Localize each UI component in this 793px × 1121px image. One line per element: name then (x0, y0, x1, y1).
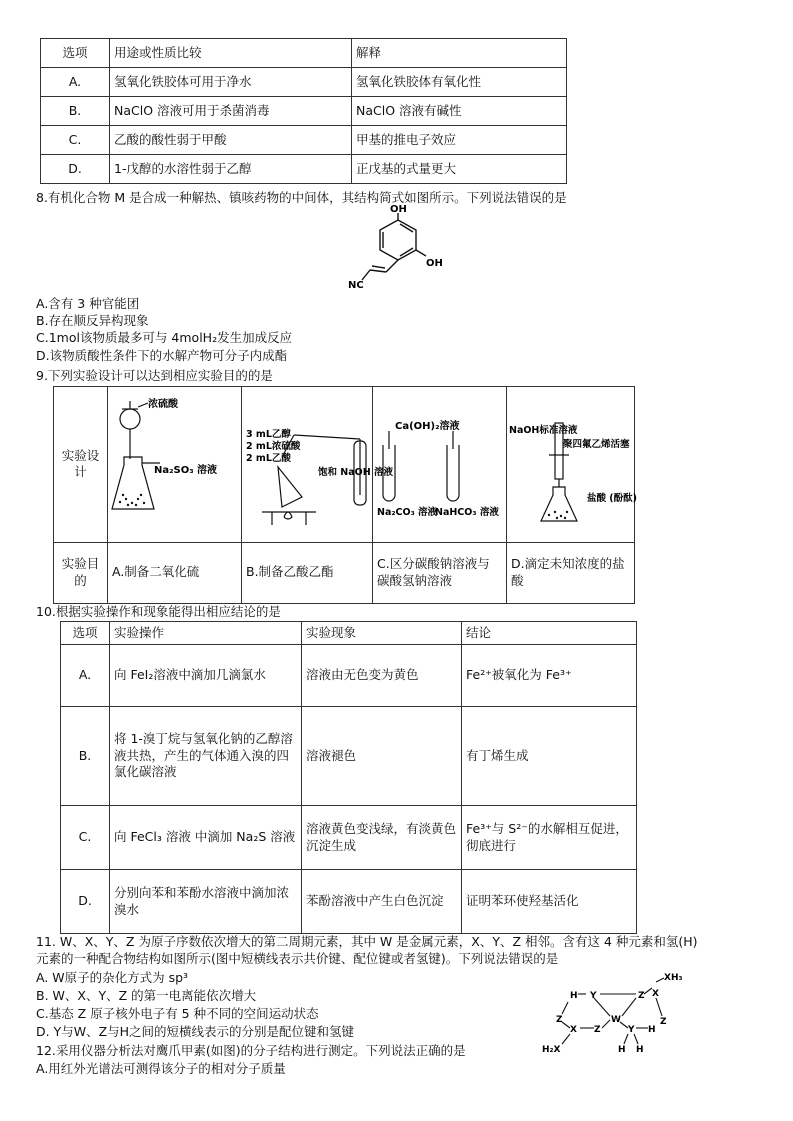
q10-cell: C. (61, 806, 110, 870)
q10-header: 实验现象 (302, 622, 462, 645)
q11-stem-line1: 11. W、X、Y、Z 为原子序数依次增大的第二周期元素，其中 W 是金属元素，X、Y、Z 相邻。含有这 4 种元素和氢(H) (36, 934, 698, 949)
q9-c-right-label: NaHCO₃ 溶液 (435, 507, 499, 518)
q12-stem: 12.采用仪器分析法对鹰爪甲素(如图)的分子结构进行测定。下列说法正确的是 (36, 1043, 466, 1058)
q7-cell: D. (41, 155, 110, 184)
q11-option-d: D. Y与W、Z与H之间的短横线表示的分别是配位键和氢键 (36, 1024, 355, 1039)
q8-option-d: D.该物质酸性条件下的水解产物可分子内成酯 (36, 348, 288, 363)
q9-c-top-label: Ca(OH)₂溶液 (395, 421, 460, 432)
q10-stem: 10.根据实验操作和现象能得出相应结论的是 (36, 604, 281, 619)
q10-cell: Fe³⁺与 S²⁻的水解相互促进，彻底进行 (462, 806, 637, 870)
q7-cell: 乙酸的酸性弱于甲酸 (110, 126, 352, 155)
q11-atom-y2: Y (628, 1025, 635, 1035)
q10-cell: B. (61, 707, 110, 806)
q11-option-a: A. W原子的杂化方式为 sp³ (36, 970, 189, 985)
q11-atom-h2: H (648, 1025, 656, 1035)
q7-cell: C. (41, 126, 110, 155)
q10-cell: D. (61, 870, 110, 934)
q10-table (60, 621, 637, 934)
q9-stem: 9.下列实验设计可以达到相应实验目的的是 (36, 368, 273, 383)
q10-cell: 证明苯环使羟基活化 (462, 870, 637, 934)
q11-atom-xh3: XH₃ (664, 973, 683, 983)
q9-apparatus-a (108, 387, 242, 543)
q12-option-a: A.用红外光谱法可测得该分子的相对分子质量 (36, 1061, 286, 1076)
q8-oh-right: OH (426, 258, 443, 269)
q8-option-c: C.1mol该物质最多可与 4molH₂发生加成反应 (36, 330, 293, 345)
q11-atom-w: W (611, 1015, 621, 1025)
q7-cell: 氢氧化铁胶体有氧化性 (352, 68, 567, 97)
q8-stem: 8.有机化合物 M 是合成一种解热、镇咳药物的中间体，其结构简式如图所示。下列说法错误的是 (36, 190, 567, 205)
q8-oh-top: OH (390, 204, 407, 215)
q8-option-a: A.含有 3 种官能团 (36, 296, 140, 311)
q10-header: 实验操作 (110, 622, 302, 645)
q11-atom-z2: Z (556, 1015, 563, 1025)
q9-b-reagent-1: 3 mL乙醇 (246, 429, 291, 440)
q10-cell: 向 FeCl₃ 溶液 中滴加 Na₂S 溶液 (110, 806, 302, 870)
q11-atom-h: H (570, 991, 578, 1001)
q10-cell: 将 1-溴丁烷与氢氧化钠的乙醇溶液共热，产生的气体通入溴的四氯化碳溶液 (110, 707, 302, 806)
q8-nitrile: NC (348, 280, 364, 291)
q9-a-flask-label: Na₂SO₃ 溶液 (154, 465, 218, 476)
q9-purpose-c: C.区分碳酸钠溶液与碳酸氢钠溶液 (373, 542, 507, 603)
q11-option-b: B. W、X、Y、Z 的第一电离能依次增大 (36, 988, 257, 1003)
q7-header-option: 选项 (41, 39, 110, 68)
q11-option-c: C.基态 Z 原子核外电子有 5 种不同的空间运动状态 (36, 1006, 319, 1021)
q7-cell: B. (41, 97, 110, 126)
q10-cell: 溶液黄色变浅绿，有淡黄色沉淀生成 (302, 806, 462, 870)
q8-structure (348, 204, 468, 291)
q10-cell: 分别向苯和苯酚水溶液中滴加浓溴水 (110, 870, 302, 934)
q9-apparatus-b (242, 387, 394, 543)
q11-atom-y: Y (590, 991, 597, 1001)
q9-b-reagent-2: 2 mL浓硫酸 (246, 441, 301, 452)
q10-cell: 向 FeI₂溶液中滴加几滴氯水 (110, 645, 302, 707)
q10-cell: Fe²⁺被氧化为 Fe³⁺ (462, 645, 637, 707)
q11-stem-line2: 元素的一种配合物结构如图所示(图中短横线表示共价键、配位键或者氢键)。下列说法错误的是 (36, 951, 559, 966)
q11-atom-h3: H (618, 1045, 626, 1055)
q9-b-tube-label: 饱和 NaOH 溶液 (318, 467, 394, 478)
q10-header: 结论 (462, 622, 637, 645)
q7-cell: 氢氧化铁胶体可用于净水 (110, 68, 352, 97)
q10-cell: 苯酚溶液中产生白色沉淀 (302, 870, 462, 934)
q11-atom-x2: X (570, 1025, 577, 1035)
q9-apparatus-d (507, 387, 635, 543)
q10-cell: A. (61, 645, 110, 707)
q10-cell: 溶液由无色变为黄色 (302, 645, 462, 707)
q11-atom-z4: Z (660, 1017, 667, 1027)
q10-cell: 溶液褪色 (302, 707, 462, 806)
q10-cell: 有丁烯生成 (462, 707, 637, 806)
q9-purpose-d: D.滴定未知浓度的盐酸 (507, 542, 635, 603)
q11-atom-z3: Z (594, 1025, 601, 1035)
q7-table (40, 38, 567, 184)
q9-d-burette-label: NaOH标准溶液 (509, 425, 578, 436)
q7-cell: 正戊基的式量更大 (352, 155, 567, 184)
q9-purpose-b: B.制备乙酸乙酯 (242, 542, 373, 603)
q9-design-label: 实验设计 (54, 387, 108, 543)
q7-cell: 甲基的推电子效应 (352, 126, 567, 155)
q9-table (53, 386, 635, 604)
q9-purpose-a: A.制备二氧化硫 (108, 542, 242, 603)
q10-header: 选项 (61, 622, 110, 645)
q11-atom-x: X (652, 989, 659, 999)
q9-a-top-label: 浓硫酸 (148, 399, 178, 410)
q11-structure (540, 968, 700, 1058)
q9-d-flask-label: 盐酸 (酚酞) (587, 493, 637, 504)
q7-cell: NaClO 溶液可用于杀菌消毒 (110, 97, 352, 126)
q7-header-explain: 解释 (352, 39, 567, 68)
q7-cell: 1-戊醇的水溶性弱于乙醇 (110, 155, 352, 184)
q11-atom-h4: H (636, 1045, 644, 1055)
q11-atom-h2x: H₂X (542, 1045, 561, 1055)
q9-d-stopcock-label: 聚四氟乙烯活塞 (563, 439, 630, 450)
q7-cell: NaClO 溶液有碱性 (352, 97, 567, 126)
q7-cell: A. (41, 68, 110, 97)
q11-atom-z: Z (638, 991, 645, 1001)
q9-purpose-label: 实验目的 (54, 542, 108, 603)
q9-apparatus-c (373, 387, 507, 543)
q9-c-left-label: Na₂CO₃ 溶液 (377, 507, 438, 518)
q9-b-reagent-3: 2 mL乙酸 (246, 453, 291, 464)
q8-option-b: B.存在顺反异构现象 (36, 313, 149, 328)
q7-header-usage: 用途或性质比较 (110, 39, 352, 68)
